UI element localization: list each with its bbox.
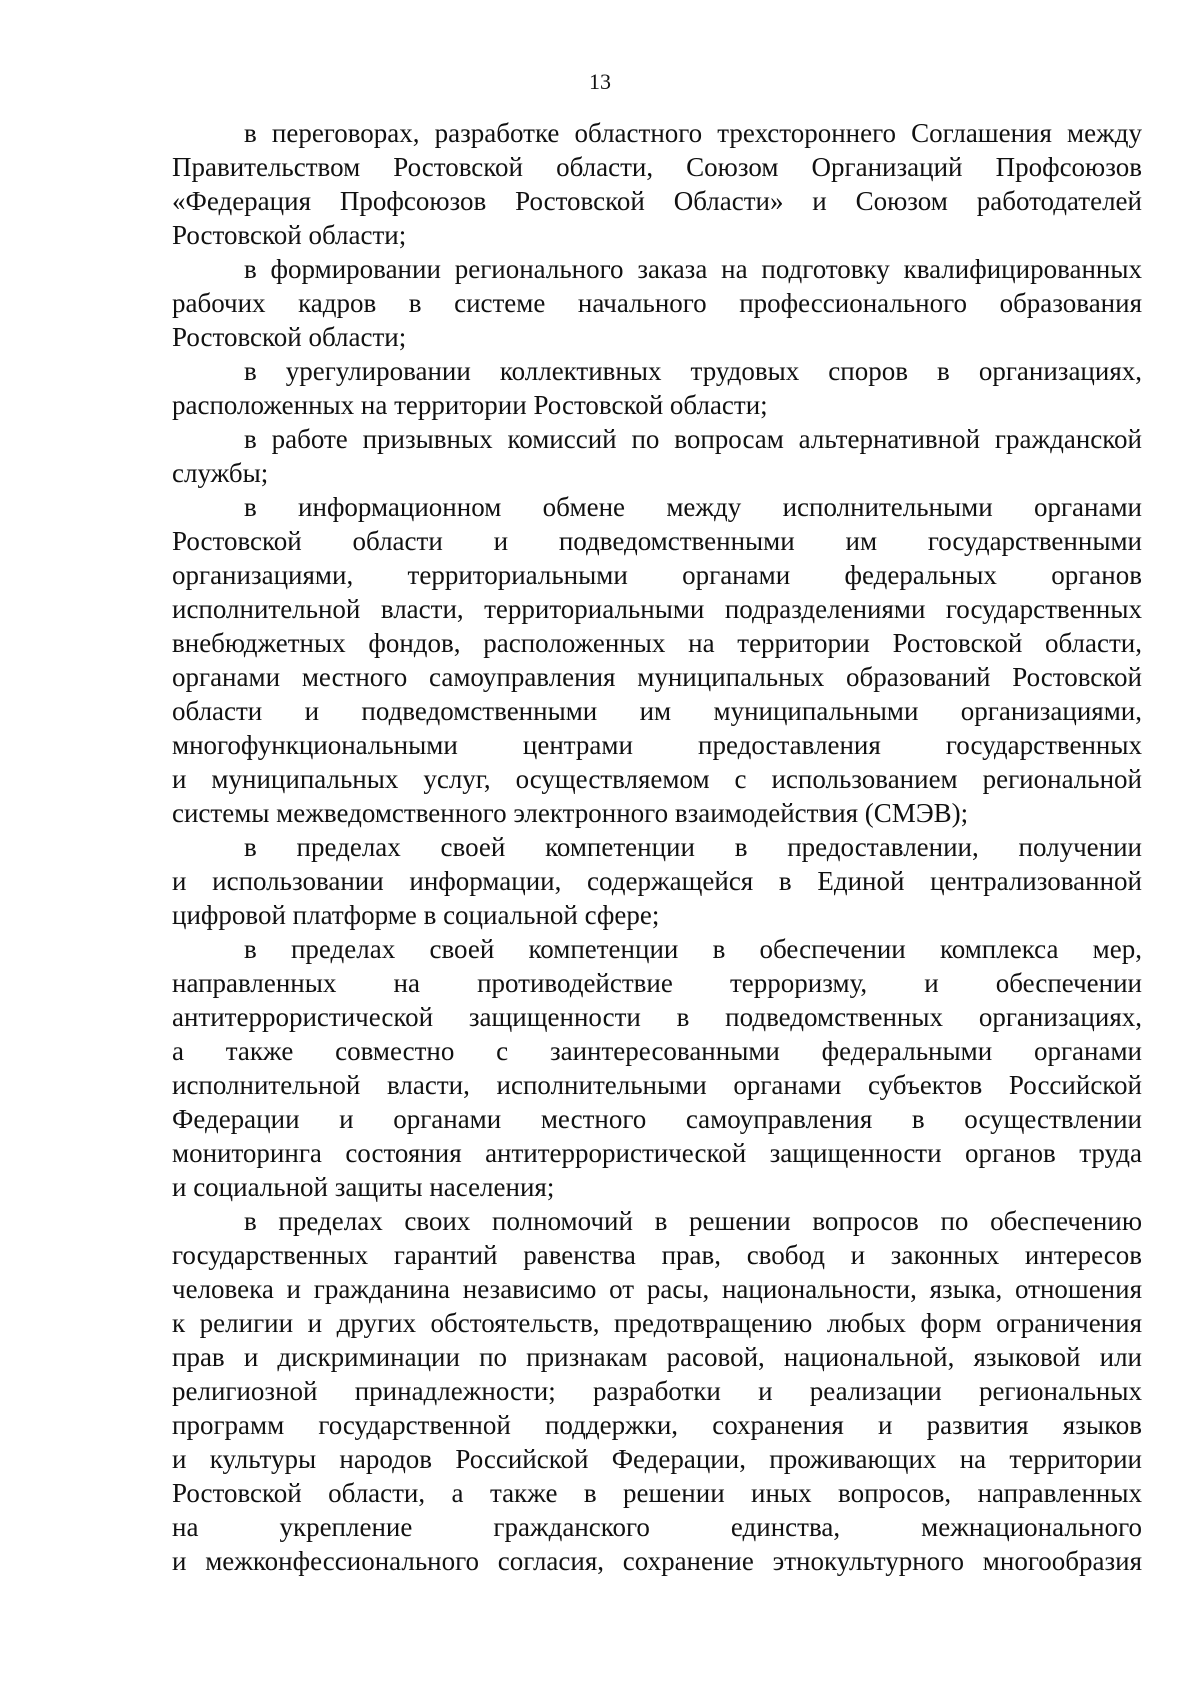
- paragraph-line: органами местного самоуправления муниципальных образований Ростовской: [172, 662, 1142, 692]
- document-body: [172, 116, 1142, 1578]
- paragraph-line: системы межведомственного электронного взаимодействия (СМЭВ);: [172, 798, 969, 828]
- paragraph-line: Правительством Ростовской области, Союзом Организаций Профсоюзов: [172, 152, 1142, 182]
- paragraph-line: многофункциональными центрами предоставления государственных: [172, 730, 1142, 760]
- paragraph-line: области и подведомственными им муниципальными организациями,: [172, 696, 1142, 726]
- paragraph-line: программ государственной поддержки, сохранения и развития языков: [172, 1410, 1142, 1440]
- paragraph: [172, 932, 1142, 1204]
- paragraph-line: человека и гражданина независимо от расы, национальности, языка, отношения: [172, 1274, 1142, 1304]
- paragraph-line: антитеррористической защищенности в подведомственных организациях,: [172, 1002, 1142, 1032]
- paragraph-line: организациями, территориальными органами федеральных органов: [172, 560, 1142, 590]
- paragraph: [172, 422, 1142, 490]
- paragraph-line: в пределах своих полномочий в решении вопросов по обеспечению: [244, 1206, 1142, 1236]
- paragraph-line: цифровой платформе в социальной сфере;: [172, 900, 660, 930]
- paragraph-line: внебюджетных фондов, расположенных на территории Ростовской области,: [172, 628, 1142, 658]
- paragraph: [172, 830, 1142, 932]
- page-number: 13: [589, 69, 611, 94]
- paragraph-line: Ростовской области;: [172, 220, 407, 250]
- paragraph: [172, 354, 1142, 422]
- paragraph-line: направленных на противодействие терроризму, и обеспечении: [172, 968, 1142, 998]
- paragraph-line: и межконфессионального согласия, сохранение этнокультурного многообразия: [172, 1546, 1142, 1576]
- paragraph: [172, 116, 1142, 252]
- paragraph-line: и социальной защиты населения;: [172, 1172, 555, 1202]
- paragraph-line: и использовании информации, содержащейся в Единой централизованной: [172, 866, 1142, 896]
- paragraph-line: мониторинга состояния антитеррористической защищенности органов труда: [172, 1138, 1142, 1168]
- paragraph-line: на укрепление гражданского единства, межнационального: [172, 1512, 1142, 1542]
- paragraph-line: в урегулировании коллективных трудовых споров в организациях,: [244, 356, 1142, 386]
- paragraph-line: прав и дискриминации по признакам расовой, национальной, языковой или: [172, 1342, 1142, 1372]
- paragraph: [172, 252, 1142, 354]
- paragraph-line: в работе призывных комиссий по вопросам альтернативной гражданской: [244, 424, 1142, 454]
- paragraph-line: исполнительной власти, исполнительными органами субъектов Российской: [172, 1070, 1142, 1100]
- paragraph: [172, 1204, 1142, 1578]
- paragraph-line: в пределах своей компетенции в предоставлении, получении: [244, 832, 1142, 862]
- paragraph-line: «Федерация Профсоюзов Ростовской Области» и Союзом работодателей: [172, 186, 1142, 216]
- paragraph-line: государственных гарантий равенства прав, свобод и законных интересов: [172, 1240, 1142, 1270]
- paragraph-line: Ростовской области;: [172, 322, 407, 352]
- paragraph-line: Ростовской области, а также в решении иных вопросов, направленных: [172, 1478, 1142, 1508]
- paragraph-line: и культуры народов Российской Федерации, проживающих на территории: [172, 1444, 1142, 1474]
- paragraph-line: а также совместно с заинтересованными федеральными органами: [172, 1036, 1142, 1066]
- paragraph-line: Ростовской области и подведомственными им государственными: [172, 526, 1142, 556]
- paragraph-line: Федерации и органами местного самоуправления в осуществлении: [172, 1104, 1142, 1134]
- paragraph-line: в пределах своей компетенции в обеспечении комплекса мер,: [244, 934, 1142, 964]
- paragraph: [172, 490, 1142, 830]
- paragraph-line: в переговорах, разработке областного трехстороннего Соглашения между: [244, 118, 1142, 148]
- paragraph-line: рабочих кадров в системе начального профессионального образования: [172, 288, 1142, 318]
- paragraph-line: и муниципальных услуг, осуществляемом с использованием региональной: [172, 764, 1142, 794]
- paragraph-line: религиозной принадлежности; разработки и реализации региональных: [172, 1376, 1142, 1406]
- paragraph-line: в формировании регионального заказа на подготовку квалифицированных: [244, 254, 1142, 284]
- paragraph-line: расположенных на территории Ростовской области;: [172, 390, 768, 420]
- paragraph-line: в информационном обмене между исполнительными органами: [244, 492, 1142, 522]
- paragraph-line: к религии и других обстоятельств, предотвращению любых форм ограничения: [172, 1308, 1142, 1338]
- paragraph-line: исполнительной власти, территориальными подразделениями государственных: [172, 594, 1142, 624]
- paragraph-line: службы;: [172, 458, 269, 488]
